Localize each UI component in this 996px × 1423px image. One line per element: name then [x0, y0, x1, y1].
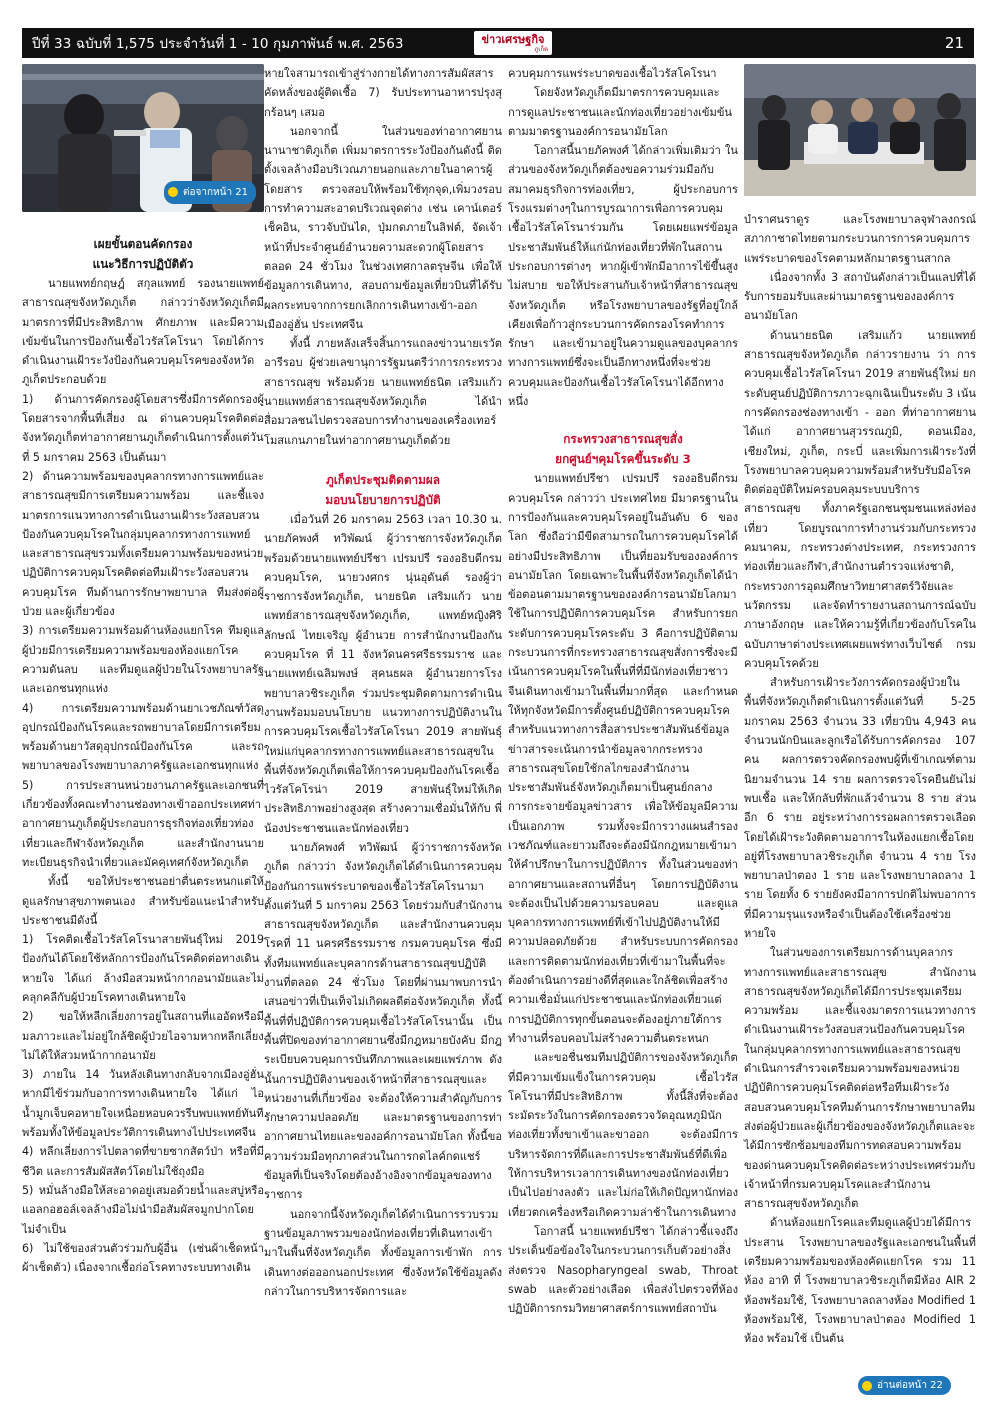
column-1: [22, 64, 264, 1277]
continued-from-text: ต่อจากหน้า 21: [183, 186, 248, 198]
paragraph: นายแพทย์ปรีชา เปรมปรี รองอธิบดีกรมควบคุมโรค กล่าวว่า ประเทศไทย มีมาตรฐานในการป้องกันและควบคุมโรคอยู่ในอันดับ 6 ของโลก ซึ่งถือว่ามีขีดสามารถในการควบคุมโรคได้อย่างมีประสิทธิภาพ เป็นที่ยอมรับขององค์การอนามัยโลก โดยเฉพาะในพื้นที่จังหวัดภูเก็ตได้นำข้อตอนตามมาตรฐานขององค์การอนามัยโลกมาใช้ในการปฏิบัติการควบคุมโรค สำหรับการยกระดับการควบคุมโรคระดับ 3 คือการปฏิบัติตามกระบวนการที่กระทรวงสาธารณสุขสั่งการซึ่งจะมีเน้นการควบคุมโรคในพื้นที่ที่มีนักท่องเที่ยวชาวจีนเดินทางเข้ามาในพื้นที่มากที่สุด และกำหนดให้ทุกจังหวัดมีการตั้งศูนย์ปฏิบัติการควบคุมโรค สำหรับแนวทางการสื่อสารประชาสัมพันธ์ข้อมูลข่าวสารจะเน้นการนำข้อมูลจากกระทรวงสาธารณสุขโดยใช้กลไกของสำนักงานประชาสัมพันธ์จังหวัดภูเก็ตมาเป็นศูนย์กลางการกระจายข้อมูลข่าวสาร เพื่อให้ข้อมูลมีความเป็นเอกภาพ รวมทั้งจะมีการวางแผนสำรองเวชภัณฑ์และยาวมถึงจะต้องมีนักกฎหมายเข้ามาให้คำปรึกษาในการปฏิบัติการ ทั้งในส่วนของท่าอากาศยานและสถานที่อื่นๆ โดยการปฏิบัติงานจะต้องเป็นไปด้วยความรอบคอบ และดูแลบุคลากรทางการแพทย์ที่เข้าไปปฏิบัติงานให้มีความปลอดภัยด้วย สำหรับระบบการคัดกรอง และการติดตามนักท่องเที่ยวที่เข้ามาในพื้นที่จะต้องดำเนินการอย่างดีที่สุดและใกล้ชิดเพื่อสร้างความเชื่อมั่นแก่ประชาชนและนักท่องเที่ยวแต่การปฏิบัติการทุกขั้นตอนจะต้องอยู่ภายใต้การทำงานที่รอบคอบไม่สร้างความตื่นตระหนก: [508, 472, 738, 1045]
continued-from-tag: [164, 181, 256, 204]
paragraph: 3) ภายใน 14 วันหลังเดินทางกลับจากเมืองอู่ฮั่น หากมีไข้ร่วมกับอาการทางเดินหายใจ ได้แก่ ไอ น้ำมูกเจ็บคอหายใจเหนื่อยหอบควรรีบพบแพทย์ทันทีพร้อมทั้งให้ข้อมูลประวัติการเดินทางไปประเทศจีน: [22, 1068, 264, 1140]
page-number: 21: [944, 34, 964, 52]
paragraph: 2) ด้านความพร้อมของบุคลากรทางการแพทย์และสาธารณสุขมีการเตรียมความพร้อม และชี้แจงมาตรการแนวทางการดำเนินงานเฝ้าระวังสอบสวนป้องกันควบคุมโรคในกลุ่มบุคลากรทางการแพทย์ และสาธารณสุขรวมทั้งเตรียมความพร้อมของหน่วยปฏิบัติการควบคุมโรคติดต่อทีมเฝ้าระวังสอบสวนควบคุมโรค ทีมด้านการรักษาพยาบาล ทีมส่งต่อผู้ป่วย และผู้เกี่ยวข้อง: [22, 469, 264, 619]
paragraph: 5) การประสานหน่วยงานภาครัฐและเอกชนที่เกี่ยวข้องทั้งคณะทำงานช่องทางเข้าออกประเทศท่าอากาศยานภูเก็ตผู้ประกอบการธุรกิจท่องเที่ยวท่องเที่ยวและกีฬาจังหวัดภูเก็ต และสำนักงานนายทะเบียนธุรกิจนำเที่ยวและมัคคุเทศก์จังหวัดภูเก็ต: [22, 778, 264, 869]
paragraph: ด้านนายธนิต เสริมแก้ว นายแพทย์สาธารณสุขจังหวัดภูเก็ต กล่าวรายงาน ว่า การควบคุมเชื้อไวรัสโคโรนา 2019 สายพันธุ์ใหม่ ยกระดับศูนย์ปฏิบัติการภาวะฉุกเฉินเป็นระดับ 3 เน้นการคัดกรองช่องทางเข้า - ออก ที่ท่าอากาศยาน ได้แก่ อากาศยานสุวรรณภูมิ, ดอนเมือง, เชียงใหม่, ภูเก็ต, กระบี่ และเพิ่มการเฝ้าระวังที่โรงพยาบาลควบคุมความพร้อมสำหรับรับมือโรคติดต่ออุบัติใหม่ครอบคลุมระบบบริการสาธารณสุข ทั้งภาครัฐเอกชนชุมชนแหล่งท่องเที่ยว โดยบูรณาการทำงานร่วมกับกระทรวงคมนาคม, กระทรวงต่างประเทศ, กระทรวงการท่องเที่ยวและกีฬา,สำนักงานตำรวจแห่งชาติ, กระทรวงการอุดมศึกษาวิทยาศาสตร์วิจัยและนวัตกรรม และจัดทำรายงานสถานการณ์ฉบับภาษาอังกฤษ และให้ความรู้ที่เกี่ยวข้องกับโรคในฉบับภาษาต่างประเทศเผยแพร่ทางเว็บไซต์ กรมควบคุมโรคด้วย: [744, 328, 976, 670]
newspaper-logo: [474, 31, 552, 55]
paragraph: โอกาสนี้นายภัคพงศ์ ได้กล่าวเพิ่มเติมว่า ในส่วนของจังหวัดภูเก็ตต้องขอความร่วมมือกับสมาคมธุรกิจการท่องเที่ยว, ผู้ประกอบการโรงแรมต่างๆในการบูรณาการเพื่อการควบคุมเชื้อไวรัสโคโรนาร่วมกัน โดยเผยแพร่ข้อมูลประชาสัมพันธ์ให้แก่นักท่องเที่ยวที่พักในสถานประกอบการต่างๆ หากผู้เข้าพักมีอาการไข้ขึ้นสูงไม่สบาย ขอให้ประสานกับเจ้าหน้าที่สาธารณสุขจังหวัดภูเก็ต หรือโรงพยาบาลของรัฐที่อยู่ใกล้เคียงเพื่อก้าวสู่กระบวนการคัดกรองโรคทำการรักษา และเข้ามาอยู่ในความดูแลของบุคลากรทางการแพทย์ซึ่งจะเป็นอีกทางหนึ่งที่จะช่วยควบคุมและป้องกันเชื้อไวรัสโคโรนาได้อีกทางหนึ่ง: [508, 144, 738, 409]
issue-line: ปีที่ 33 ฉบับที่ 1,575 ประจำวันที่ 1 - 10 กุมภาพันธ์ พ.ศ. 2563: [32, 36, 404, 52]
paragraph: นอกจากนี้จังหวัดภูเก็ตได้ดำเนินการรวบรวม ฐานข้อมูลภาพรวมของนักท่องเที่ยวที่เดินทางเข้ามาในพื้นที่จังหวัดภูเก็ต ทั้งข้อมูลการเข้าพัก การเดินทางต่อออกนอกประเทศ ซึ่งจังหวัดใช้ข้อมูลดังกล่าวในการบริหารจัดการและ: [264, 1207, 502, 1298]
paragraph: นายแพทย์กฤษฎ์ สกุลแพทย์ รองนายแพทย์สาธารณสุขจังหวัดภูเก็ต กล่าวว่าจังหวัดภูเก็ตมีมาตรการที่มีประสิทธิภาพ ศักยภาพ และมีความเข้มข้นในการป้องกันเชื้อไวรัสโคโรนา โดยได้การดำเนินงานเฝ้าระวังป้องกันควบคุมโรคของจังหวัดภูเก็ตประกอบด้วย: [22, 277, 264, 387]
paragraph: ควบคุมการแพร่ระบาดของเชื้อไวรัสโคโรนา: [508, 67, 717, 80]
paragraph: เนื่องจากทั้ง 3 สถาบันดังกล่าวเป็นแลปที่ได้รับการยอมรับและผ่านมาตรฐานขององค์การอนามัยโลก: [744, 270, 976, 323]
section-heading-2b: มอบนโยบายการปฏิบัติ: [325, 492, 441, 507]
logo-sub: ภูเก็ต: [534, 45, 548, 53]
paragraph: โดยจังหวัดภูเก็ตมีมาตรการควบคุมและการดูแลประชาชนและนักท่องเที่ยวอย่างเข้มข้นตามมาตรฐานองค์การอนามัยโลก: [508, 86, 732, 138]
section-heading-1a: เผยขั้นตอนคัดกรอง: [93, 237, 193, 251]
page-header: [22, 28, 974, 58]
paragraph: 2) ขอให้หลีกเลี่ยงการอยู่ในสถานที่แออัดหรือมีมลภาวะและไม่อยู่ใกล้ชิดผู้ป่วยไอจามหากหลีกเลี่ยงไม่ได้ให้สวมหน้ากากอนามัย: [22, 1010, 264, 1062]
column-3: [508, 64, 738, 1318]
meeting-photo: [744, 64, 976, 196]
continued-on-text: อ่านต่อหน้า 22: [877, 1380, 943, 1391]
paragraph: 6) ไม่ใช้ของส่วนตัวร่วมกับผู้อื่น (เช่นผ้าเช็ดหน้าผ้าเช็ดตัว) เนื่องจากเชื้อก่อโรคทางระบบทางเดิน: [22, 1241, 264, 1275]
paragraph: นอกจากนี้ ในส่วนของท่าอากาศยานนานาชาติภูเก็ต เพิ่มมาตรการระวังป้องกันดังนี้ ติดตั้งเจลล้างมือบริเวณภายนอกและภายในอาคารผู้โดยสาร ตรวจสอบให้พร้อมใช้ทุกจุด,เพิ่มวงรอบการทำความสะอาดบริเวณจุดต่าง เช่น เคาน์เตอร์เช็คอิน, ราวจับบันได, ปุ่มกดภายในลิฟต์, จัดเจ้าหน้าที่ประจำศูนย์อำนวยความสะดวกผู้โดยสารตลอด 24 ชั่วโมง ในช่วงเทศกาลตรุษจีน เพื่อให้ข้อมูลการเดินทาง, สอบถามข้อมูลเที่ยวบินที่ได้รับผลกระทบจากการยกเลิกการเดินทางเข้า-ออก เมืองอู่ฮั่น ประเทศจีน: [264, 124, 502, 331]
paragraph: 3) การเตรียมความพร้อมด้านห้องแยกโรค ทีมดูแลผู้ป่วยมีการเตรียมความพร้อมของห้องแยกโรคความดันลบ และทีมดูแลผู้ป่วยในโรงพยาบาลรัฐและเอกชนทุกแห่ง: [22, 624, 264, 696]
paragraph: และขอชื่นชมทีมปฏิบัติการของจังหวัดภูเก็ตที่มีความเข้มแข็งในการควบคุม เชื้อไวรัสโคโรนาที่มีประสิทธิภาพ ทั้งนี้สิ่งที่จะต้องระมัดระวังในการคัดกรองตรวจวัดอุณหภูมินักท่องเที่ยวทั้งขาเข้าและขาออก จะต้องมีการบริหารจัดการที่ดีและการประชาสัมพันธ์ที่ดีเพื่อให้การบริหารเวลาการเดินทางของนักท่องเที่ยวเป็นไปอย่างลงตัว และไม่ก่อให้เกิดปัญหานักท่องเที่ยวตกเครื่องหรือเกิดความล่าช้าในการเดินทาง: [508, 1051, 738, 1219]
column-2: [264, 64, 502, 1301]
paragraph: ด้านห้องแยกโรคและทีมดูแลผู้ป่วยได้มีการประสาน โรงพยาบาลของรัฐและเอกชนในพื้นที่เตรียมความพร้อมของห้องคัดแยกโรค รวม 11 ห้อง อาทิ ที่ โรงพยาบาลวชิระภูเก็ตมีห้อง AIR 2 ห้องพร้อมใช้, โรงพยาบาลถลางห้อง Modified 1 ห้องพร้อมใช้, โรงพยาบาลป่าตอง Modified 1 ห้อง พร้อมใช้ เป็นต้น: [744, 1216, 976, 1346]
officials-meeting-image: [744, 64, 976, 196]
paragraph: บำราศนราดูร และโรงพยาบาลจุฬาลงกรณ์สภากาชาดไทยตามกระบวนการการควบคุมการแพร่ระบาดของโรคตามหลักมาตรฐานสากล: [744, 213, 976, 265]
paragraph: 4) หลีกเลี่ยงการไปตลาดที่ขายซากสัตว์ป่า หรือที่มีชีวิต และการสัมผัสสัตว์โดยไม่ใช้ถุงมือ: [22, 1145, 264, 1178]
paragraph: 1) โรคติดเชื้อไวรัสโคโรนาสายพันธุ์ใหม่ 2019 ป้องกันได้โดยใช้หลักการป้องกันโรคติดต่อทางเดินหายใจ ได้แก่ ล้างมือสวมหน้ากากอนามัยและไม่คลุกคลีกับผู้ป่วยโรคทางเดินหายใจ: [22, 933, 264, 1004]
paragraph: 1) ด้านการคัดกรองผู้โดยสารซึ่งมีการคัดกรองผู้โดยสารจากพื้นที่เสี่ยง ณ ด่านควบคุมโรคติดต่อจังหวัดภูเก็ตท่าอากาศยานภูเก็ตดำเนินการตั้งแต่วันที่ 5 มกราคม 2563 เป็นต้นมา: [22, 392, 264, 464]
paragraph: ในส่วนของการเตรียมการด้านบุคลากรทางการแพทย์และสาธารณสุข สำนักงานสาธารณสุขจังหวัดภูเก็ตได้มีการประชุมเตรียมความพร้อม และชี้แจงมาตรการแนวทางการดำเนินงานเฝ้าระวังสอบสวนป้องกันควบคุมโรคในกลุ่มบุคลากรทางการแพทย์และสาธารณสุขดำเนินการสำรวจเตรียมความพร้อมของหน่วยปฏิบัติการควบคุมโรคติดต่อหรือทีมเฝ้าระวังสอบสวนควบคุมโรคทีมด้านการรักษาพยาบาลทีมส่งต่อผู้ป่วยและผู้เกี่ยวข้องของจังหวัดภูเก็ตและจะได้มีการซักซ้อมของทีมการทดสอบความพร้อมของด่านควบคุมโรคติดต่อระหว่างประเทศร่วมกับเจ้าหน้าที่กรมควบคุมโรคและสำนักงานสาธารณสุขจังหวัดภูเก็ต: [744, 946, 976, 1211]
continued-on-tag: [858, 1376, 951, 1395]
logo-text: ข่าวเศรษฐกิจ: [481, 32, 545, 46]
paragraph: โอกาสนี้ นายแพทย์ปรีชา ได้กล่าวชี้แจงถึงประเด็นข้อข้องใจในกระบวนการเก็บตัวอย่างสิ่งส่งตรวจ Nasopharyngeal swab, Throat swab และตัวอย่างเลือด เพื่อส่งไปตรวจที่ห้องปฏิบัติการกรมวิทยาศาสตร์การแพทย์สถาบัน: [508, 1224, 738, 1316]
paragraph: 5) หมั่นล้างมือให้สะอาดอยู่เสมอด้วยน้ำและสบู่หรือแอลกอฮอล์เจลล้างมือไม่นำมือสัมผัสจมูกปากโดยไม่จำเป็น: [22, 1183, 264, 1236]
paragraph: นายภัคพงศ์ ทวิพัฒน์ ผู้ว่าราชการจังหวัดภูเก็ต กล่าวว่า จังหวัดภูเก็ตได้ดำเนินการควบคุมป้องกันการแพร่ระบาดของเชื้อไวรัสโคโรนามาตั้งแต่วันที่ 5 มกราคม 2563 โดยร่วมกับสำนักงานสาธารณสุขจังหวัดภูเก็ต และสำนักงานควบคุมโรคที่ 11 นครศรีธรรมราช กรมควบคุมโรค ซึ่งมีทั้งทีมแพทย์และบุคลากรด้านสาธารณสุขปฏิบัติงานที่ตลอด 24 ชั่วโมง โดยที่ผ่านมาพบการนำเสนอข่าวที่เป็นเท็จไม่เกิดผลดีต่อจังหวัดภูเก็ต ทั้งนี้พื้นที่ที่ปฏิบัติการควบคุมเชื้อไวรัสโคโรนานั้น เป็นพื้นที่ปิดของท่าอากาศยานซึ่งมีกฎหมายบังคับ มีกฎระเบียบควบคุมการบันทึกภาพและเผยแพร่ภาพ ดังนั้นการปฏิบัติงานของเจ้าหน้าที่สาธารณสุขและหน่วยงานที่เกี่ยวข้อง จะต้องให้ความสำคัญกับการรักษาความปลอดภัย และมาตรฐานของการท่าอากาศยานไทยและของอค์การอนามัยโลก ทั้งนี้ขอความร่วมมือทุกภาคส่วนในการกดไลค์กดแชร์ ข้อมูลที่เป็นจริงโดยต้องอ้างอิงจากข้อมูลของทางราชการ: [264, 840, 502, 1202]
paragraph: ทั้งนี้ ภายหลังเสร็จสิ้นการแถลงข่าวนายเรวัต อารีรอบ ผู้ช่วยเลขานุการรัฐมนตรีว่าการกระทรวงสาธารณสุข พร้อมด้วย นายแพทย์ธนิต เสริมแก้ว นายแพทย์สาธารณสุขจังหวัดภูเก็ต ได้นำสื่อมวลชนไปตรวจสอบการทำงานของเครื่องเทอร์โมสแกนภายในท่าอากาศยานภูเก็ตด้วย: [264, 337, 502, 447]
paragraph: สำหรับการเฝ้าระวังการคัดกรองผู้ป่วยในพื้นที่จังหวัดภูเก็ตดำเนินการตั้งแต่วันที่ 5-25 มกราคม 2563 จำนวน 33 เที่ยวบิน 4,943 คน จำนวนนักบินและลูกเรือได้รับการคัดกรอง 107 คน ผลการตรวจคัดกรองพบผู้ที่เข้าเกณฑ์ตามนิยามจำนวน 14 ราย ผลการตรวจโรคยืนยันไม่พบเชื้อ และให้กลับที่พักแล้วจำนวน 8 ราย ส่วนอีก 6 ราย อยู่ระหว่างการรอผลการตรวจเลือดโดยได้เฝ้าระวังติดตามอาการในห้องแยกเชื้อโดยอยู่ที่โรงพยาบาลวชิระภูเก็ต จำนวน 4 ราย โรงพยาบาลป่าตอง 1 ราย และโรงพยาบาลถลาง 1 ราย โดยทั้ง 6 รายยังคงมีอาการปกติไม่พบอาการที่มีความรุนแรงหรือจำเป็นต้องใช้เครื่องช่วยหายใจ: [744, 676, 976, 940]
section-heading-2a: ภูเก็ตประชุมติดตามผล: [325, 472, 441, 487]
section-heading-3b: ยกศูนย์ฯคุมโรคขึ้นระดับ 3: [555, 452, 691, 467]
bullet-dot-icon: [862, 1381, 872, 1391]
column-4: [744, 64, 976, 1349]
paragraph: ทั้งนี้ ขอให้ประชาชนอย่าตื่นตระหนกแต่ให้ดูแลรักษาสุขภาพตนเอง สำหรับข้อแนะนำสำหรับประชาชนมีดังนี้: [22, 875, 264, 927]
bullet-dot-icon: [168, 187, 178, 197]
section-heading-3a: กระทรวงสาธารณสุขสั่ง: [563, 432, 683, 447]
section-heading-1b: แนะวิธีการปฏิบัติตัว: [92, 257, 194, 271]
screening-photo: [22, 64, 264, 212]
paragraph: 4) การเตรียมความพร้อมด้านยาเวชภัณฑ์วัสดุอุปกรณ์ป้องกันโรคและรถพยาบาลโดยมีการเตรียมพร้อมด้านยาวัสดุอุปกรณ์ป้องกันโรค และรถพยาบาลของโรงพยาบาลภาครัฐและเอกชนทุกแห่ง: [22, 701, 264, 773]
paragraph: เมื่อวันที่ 26 มกราคม 2563 เวลา 10.30 น. นายภัคพงศ์ ทวิพัฒน์ ผู้ว่าราชการจังหวัดภูเก็ต พร้อมด้วยนายแพทย์ปรีชา เปรมปรี รองอธิบดีกรมควบคุมโรค, นายวงศกร นุ่นอุดันต์ รองผู้ว่าราชการจังหวัดภูเก็ต, นายธนิต เสริมแก้ว นายแพทย์สาธารณสุขจังหวัดภูเก็ต, แพทย์หญิงศิริลักษณ์ ไทยเจริญ ผู้อำนวย การสำนักงานป้องกันควบคุมโรค ที่ 11 จังหวัดนครศรีธรรมราช และนายแพทย์เฉลิมพงษ์ สุคนธผล ผู้อำนวยการโรงพยาบาลวชิระภูเก็ต ร่วมประชุมติดตามการดำเนินงานพร้อมมอบนโยบาย แนวทางการปฏิบัติงานในการควบคุมโรคเชื้อไวรัสโคโรนา 2019 สายพันธุ์ใหม่แก่บุคลากรทางการแพทย์และสาธารณสุขในพื้นที่จังหวัดภูเก็ตเพื่อให้การควบคุมป้องกันโรคเชื้อไวรัสโคโรน่า 2019 สายพันธุ์ใหม่ให้เกิดประสิทธิภาพอย่างสูงสุด สร้างความเชื่อมั่นให้กับ พี่น้องประชาชนและนักท่องเที่ยว: [264, 512, 502, 835]
paragraph: หายใจสามารถเข้าสู่ร่างกายได้ทางการสัมผัสสารคัดหลั่งของผู้ติดเชื้อ 7) รับประทานอาหารปรุงสุกร้อนๆ เสมอ: [264, 67, 502, 119]
